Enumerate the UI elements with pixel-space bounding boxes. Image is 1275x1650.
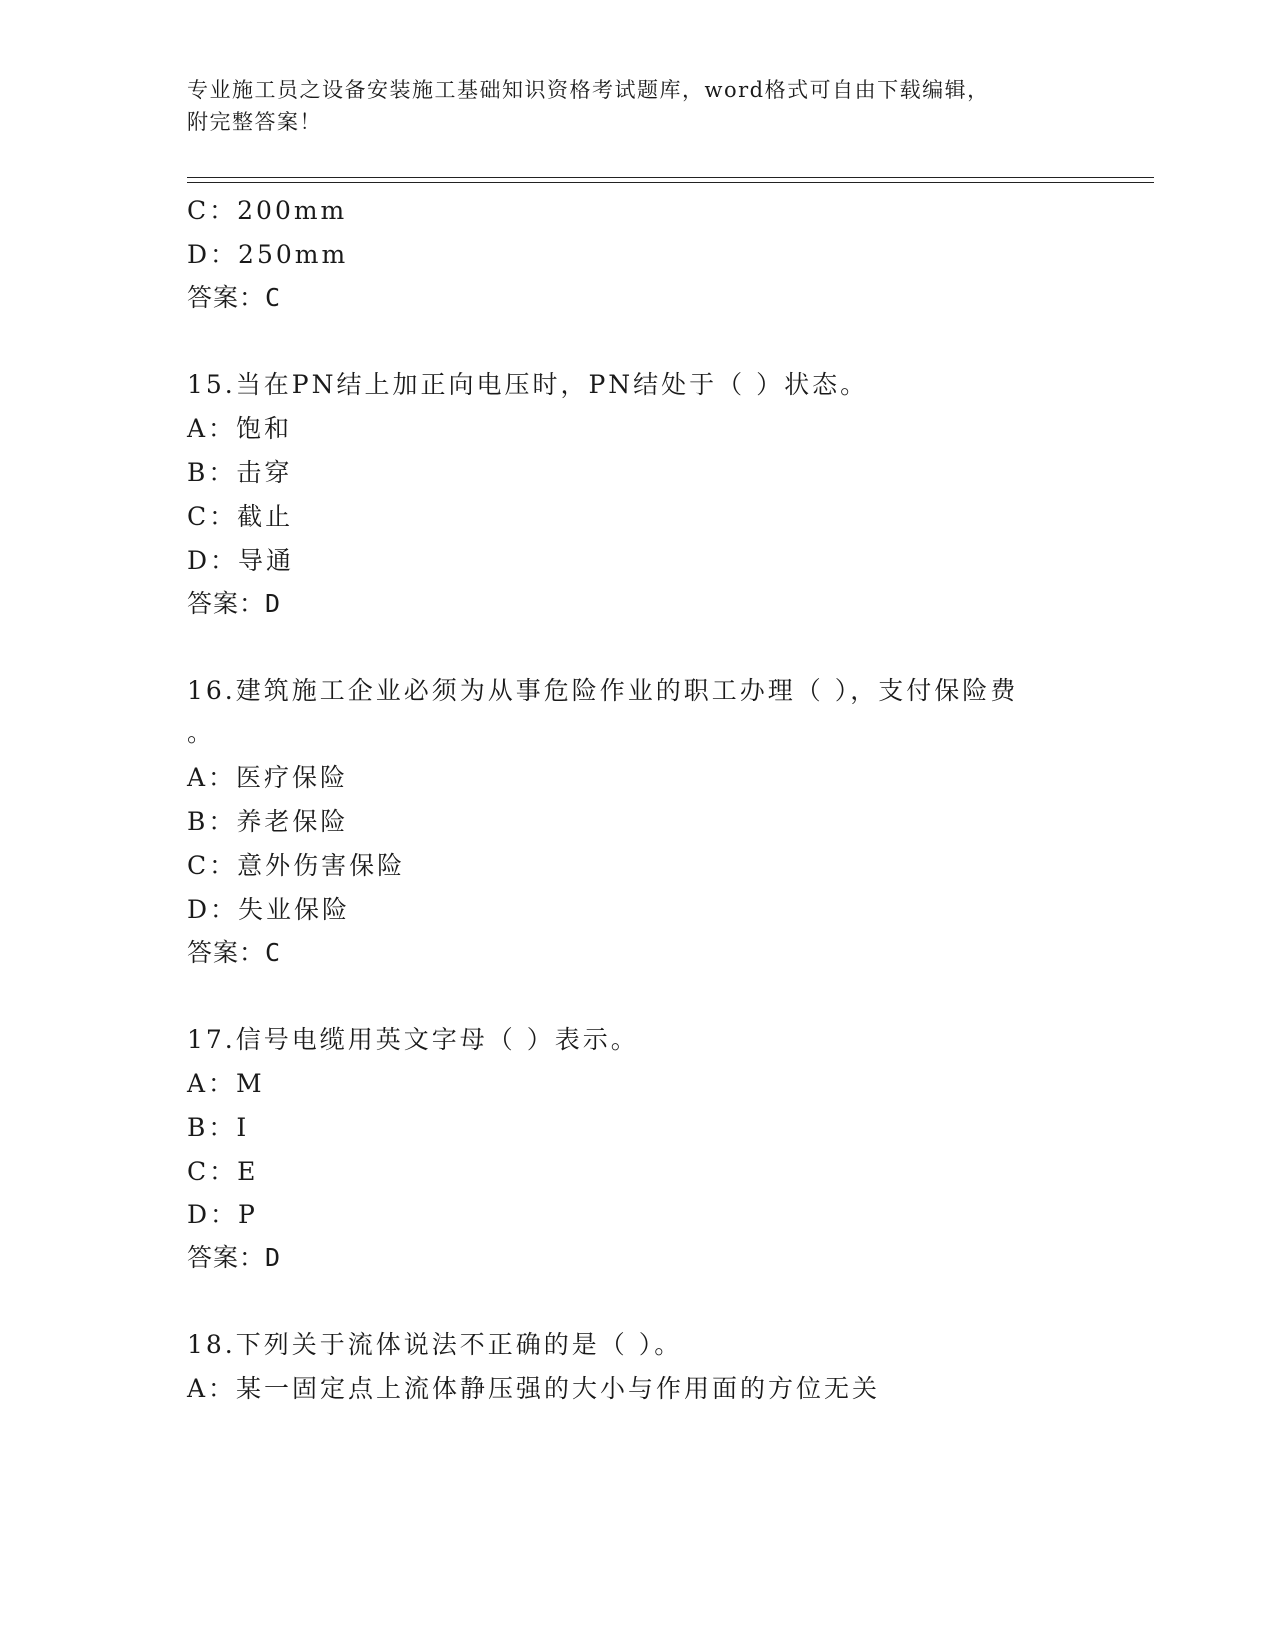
question-17-option-a: A：M [187, 1069, 265, 1098]
question-16-stem-continuation: 。 [187, 718, 216, 747]
question-15-stem: 15.当在PN结上加正向电压时，PN结处于（ ）状态。 [187, 370, 869, 399]
question-17-option-d: D：P [187, 1200, 258, 1229]
question-17-answer: 答案：D [187, 1243, 282, 1272]
question-18-option-a: A：某一固定点上流体静压强的大小与作用面的方位无关 [187, 1374, 881, 1403]
question-16-option-d: D：失业保险 [187, 895, 351, 924]
question-15-option-d: D：导通 [187, 546, 295, 575]
question-15-option-a: A：饱和 [187, 414, 293, 443]
question-15-option-c: C：截止 [187, 502, 294, 531]
document-header [187, 74, 1087, 138]
answer: 答案：C [187, 283, 282, 312]
header-divider-bottom [187, 182, 1154, 183]
question-15-option-b: B：击穿 [187, 458, 293, 487]
question-16-stem: 16.建筑施工企业必须为从事危险作业的职工办理（ ），支付保险费 [187, 676, 1019, 705]
question-16-answer: 答案：C [187, 938, 282, 967]
question-17-stem: 17.信号电缆用英文字母（ ）表示。 [187, 1025, 639, 1054]
question-17-option-b: B：I [187, 1113, 250, 1142]
question-18-stem: 18.下列关于流体说法不正确的是（ ）。 [187, 1330, 683, 1359]
question-15-answer: 答案：D [187, 589, 282, 618]
option-d: D：250mm [187, 240, 349, 269]
header-divider-top [187, 177, 1154, 178]
question-16-option-b: B：养老保险 [187, 807, 349, 836]
question-16-option-a: A：医疗保险 [187, 763, 349, 792]
header-line-1: 专业施工员之设备安装施工基础知识资格考试题库，word格式可自由下载编辑， [187, 78, 990, 102]
header-line-2: 附完整答案！ [187, 110, 322, 134]
option-c: C：200mm [187, 196, 348, 225]
question-16-option-c: C：意外伤害保险 [187, 851, 406, 880]
question-17-option-c: C：E [187, 1157, 259, 1186]
